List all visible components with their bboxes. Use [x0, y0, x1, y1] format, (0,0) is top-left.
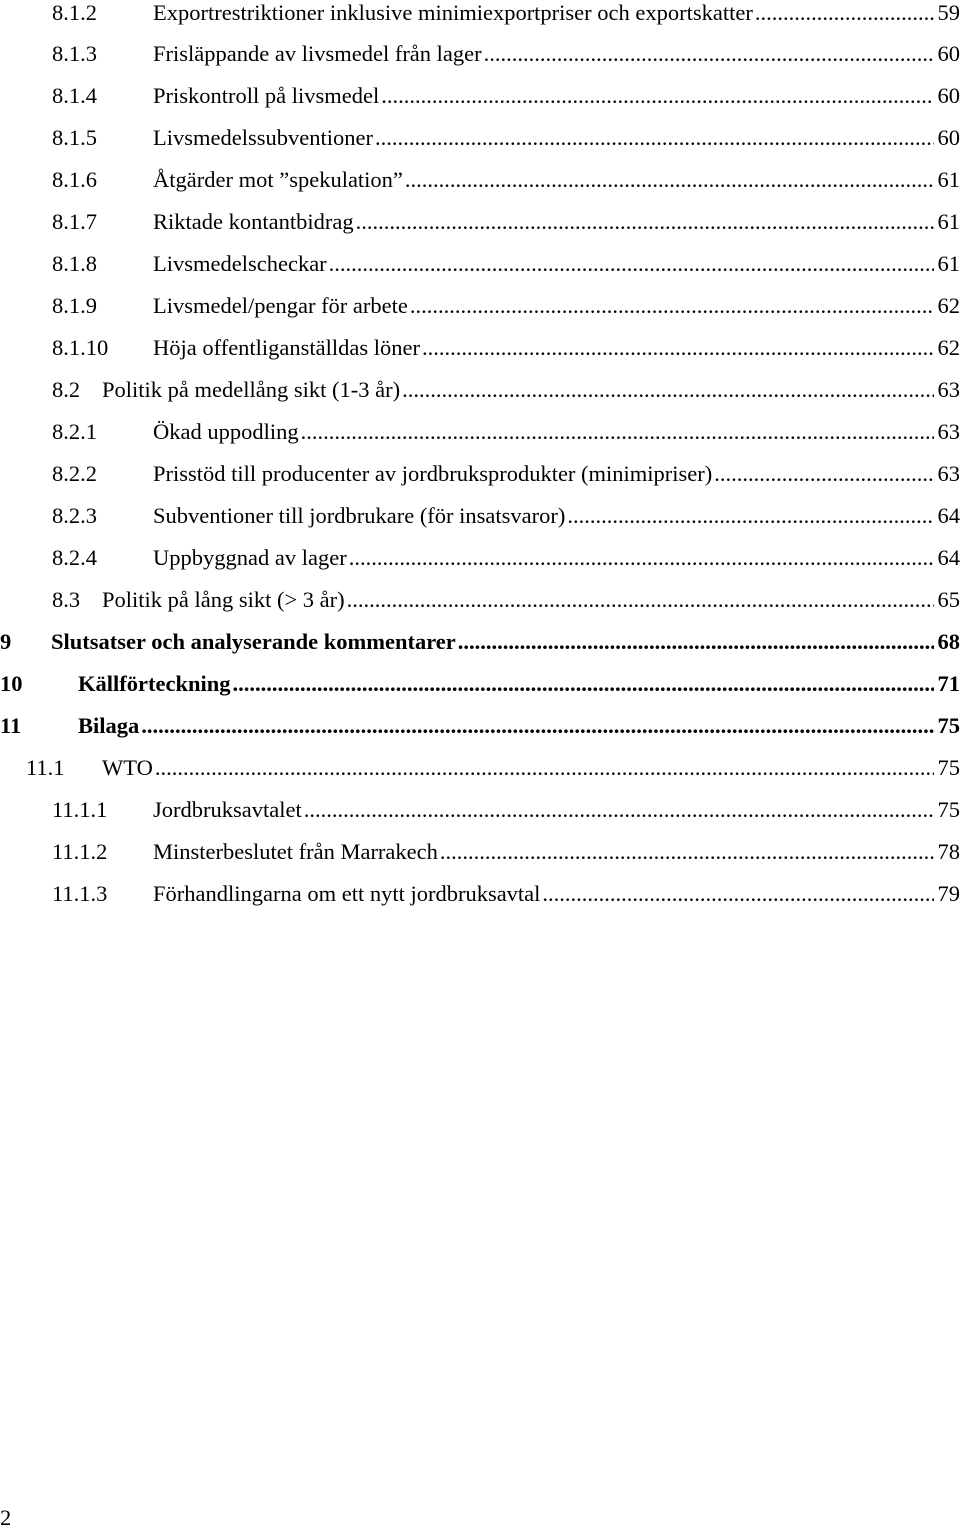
toc-entry-page: 78: [937, 839, 960, 864]
dot-leader: [373, 120, 934, 156]
toc-entry-number: 11.1.2: [52, 839, 108, 864]
dot-leader: [438, 834, 934, 870]
toc-entry[interactable]: [0, 120, 960, 156]
toc-entry-title: Jordbruksavtalet: [153, 797, 302, 822]
toc-entry[interactable]: [0, 78, 960, 114]
dot-leader: [302, 792, 934, 828]
dot-leader: [403, 162, 934, 198]
dot-leader: [565, 498, 933, 534]
toc-entry-number: 8.2.1: [52, 419, 97, 444]
toc-entry-number: 10: [0, 671, 23, 696]
toc-entry-title: Ökad uppodling: [153, 419, 299, 444]
toc-entry-title: Politik på medellång sikt (1-3 år): [102, 377, 401, 402]
dot-leader: [540, 876, 933, 912]
toc-entry-number: 8.1.10: [52, 335, 109, 360]
dot-leader: [379, 78, 933, 114]
toc-entry-page: 68: [937, 629, 960, 654]
toc-entry-number: 8.1.7: [52, 209, 97, 234]
toc-entry-number: 8.1.5: [52, 125, 97, 150]
toc-entry-title: Förhandlingarna om ett nytt jordbruksavtal: [153, 881, 541, 906]
toc-entry-number: 8.1.3: [52, 41, 97, 66]
toc-entry[interactable]: [0, 204, 960, 240]
dot-leader: [153, 750, 934, 786]
toc-entry-title: Bilaga: [78, 713, 140, 738]
toc-entry-number: 11.1.1: [52, 797, 108, 822]
toc-entry-page: 65: [937, 587, 960, 612]
dot-leader: [482, 36, 934, 72]
toc-entry[interactable]: [0, 330, 960, 366]
dot-leader: [347, 540, 934, 576]
toc-entry[interactable]: [0, 372, 960, 408]
toc-entry-number: 8.2.2: [52, 461, 97, 486]
toc-entry-title: Priskontroll på livsmedel: [153, 83, 380, 108]
toc-entry-page: 71: [937, 671, 960, 696]
toc-entry-title: Uppbyggnad av lager: [153, 545, 347, 570]
dot-leader: [408, 288, 934, 324]
toc-entry-number: 8.1.8: [52, 251, 97, 276]
toc-entry-title: Slutsatser och analyserande kommentarer: [51, 629, 456, 654]
toc-entry-title: Frisläppande av livsmedel från lager: [153, 41, 482, 66]
toc-entry-page: 61: [937, 209, 960, 234]
toc-entry-title: Prisstöd till producenter av jordbruksprodukter (minimipriser): [153, 461, 713, 486]
toc-entry-number: 11.1: [26, 755, 65, 780]
toc-entry[interactable]: [0, 36, 960, 72]
toc-entry-page: 63: [937, 377, 960, 402]
dot-leader: [327, 246, 934, 282]
dot-leader: [231, 666, 934, 702]
dot-leader: [753, 0, 934, 31]
toc-entry-number: 8.2: [52, 377, 81, 402]
toc-entry[interactable]: [0, 792, 960, 828]
toc-entry-title: WTO: [102, 755, 153, 780]
toc-entry-number: 9: [0, 629, 12, 654]
toc-entry-page: 79: [937, 881, 960, 906]
dot-leader: [299, 414, 934, 450]
dot-leader: [456, 624, 934, 660]
toc-entry-page: 61: [937, 251, 960, 276]
toc-entry-title: Höja offentliganställdas löner: [153, 335, 421, 360]
toc-entry-title: Livsmedelssubventioner: [153, 125, 373, 150]
toc-entry[interactable]: [0, 666, 960, 702]
dot-leader: [345, 582, 934, 618]
page-number: 2: [0, 1505, 12, 1530]
toc-entry-page: 75: [937, 713, 960, 738]
toc-entry-number: 8.1.2: [52, 0, 97, 25]
toc-entry[interactable]: [0, 834, 960, 870]
toc-entry-page: 59: [937, 0, 960, 25]
toc-entry[interactable]: [0, 876, 960, 912]
toc-entry[interactable]: [0, 540, 960, 576]
toc-entry-title: Riktade kontantbidrag: [153, 209, 354, 234]
toc-entry[interactable]: [0, 162, 960, 198]
toc-entry-page: 60: [937, 83, 960, 108]
toc-entry-number: 8.1.6: [52, 167, 97, 192]
toc-entry-number: 8.2.4: [52, 545, 97, 570]
dot-leader: [139, 708, 933, 744]
toc-entry-page: 62: [937, 335, 960, 360]
toc-entry-title: Livsmedelscheckar: [153, 251, 327, 276]
toc-entry[interactable]: [0, 288, 960, 324]
toc-entry-title: Källförteckning: [78, 671, 231, 696]
toc-entry[interactable]: [0, 456, 960, 492]
toc-entry[interactable]: [0, 414, 960, 450]
toc-entry[interactable]: [0, 498, 960, 534]
toc-entry[interactable]: [0, 708, 960, 744]
toc-entry-page: 63: [937, 461, 960, 486]
toc-entry-title: Minsterbeslutet från Marrakech: [153, 839, 438, 864]
toc-entry-page: 63: [937, 419, 960, 444]
toc-entry-page: 62: [937, 293, 960, 318]
dot-leader: [712, 456, 933, 492]
toc-entry[interactable]: [0, 0, 960, 31]
toc-entry[interactable]: [0, 582, 960, 618]
dot-leader: [400, 372, 933, 408]
toc-entry-page: 75: [937, 797, 960, 822]
toc-entry-page: 64: [937, 545, 960, 570]
dot-leader: [420, 330, 933, 366]
toc-entry-title: Exportrestriktioner inklusive minimiexportpriser och exportskatter: [153, 0, 753, 25]
toc-entry-title: Livsmedel/pengar för arbete: [153, 293, 408, 318]
toc-entry-page: 75: [937, 755, 960, 780]
toc-entry-number: 11: [0, 713, 22, 738]
toc-entry-number: 11.1.3: [52, 881, 108, 906]
toc-entry-title: Politik på lång sikt (> 3 år): [102, 587, 345, 612]
toc-entry-page: 60: [937, 41, 960, 66]
toc-entry[interactable]: [0, 624, 960, 660]
toc-entry-number: 8.1.9: [52, 293, 97, 318]
dot-leader: [354, 204, 934, 240]
toc-entry-number: 8.1.4: [52, 83, 97, 108]
toc-entry-number: 8.2.3: [52, 503, 97, 528]
toc-entry-number: 8.3: [52, 587, 81, 612]
toc-entry-page: 60: [937, 125, 960, 150]
toc-entry-title: Subventioner till jordbrukare (för insatsvaror): [153, 503, 566, 528]
toc-entry[interactable]: [0, 750, 960, 786]
toc-entry-title: Åtgärder mot ”spekulation”: [153, 167, 403, 192]
toc-entry[interactable]: [0, 246, 960, 282]
toc-entry-page: 64: [937, 503, 960, 528]
toc-entry-page: 61: [937, 167, 960, 192]
